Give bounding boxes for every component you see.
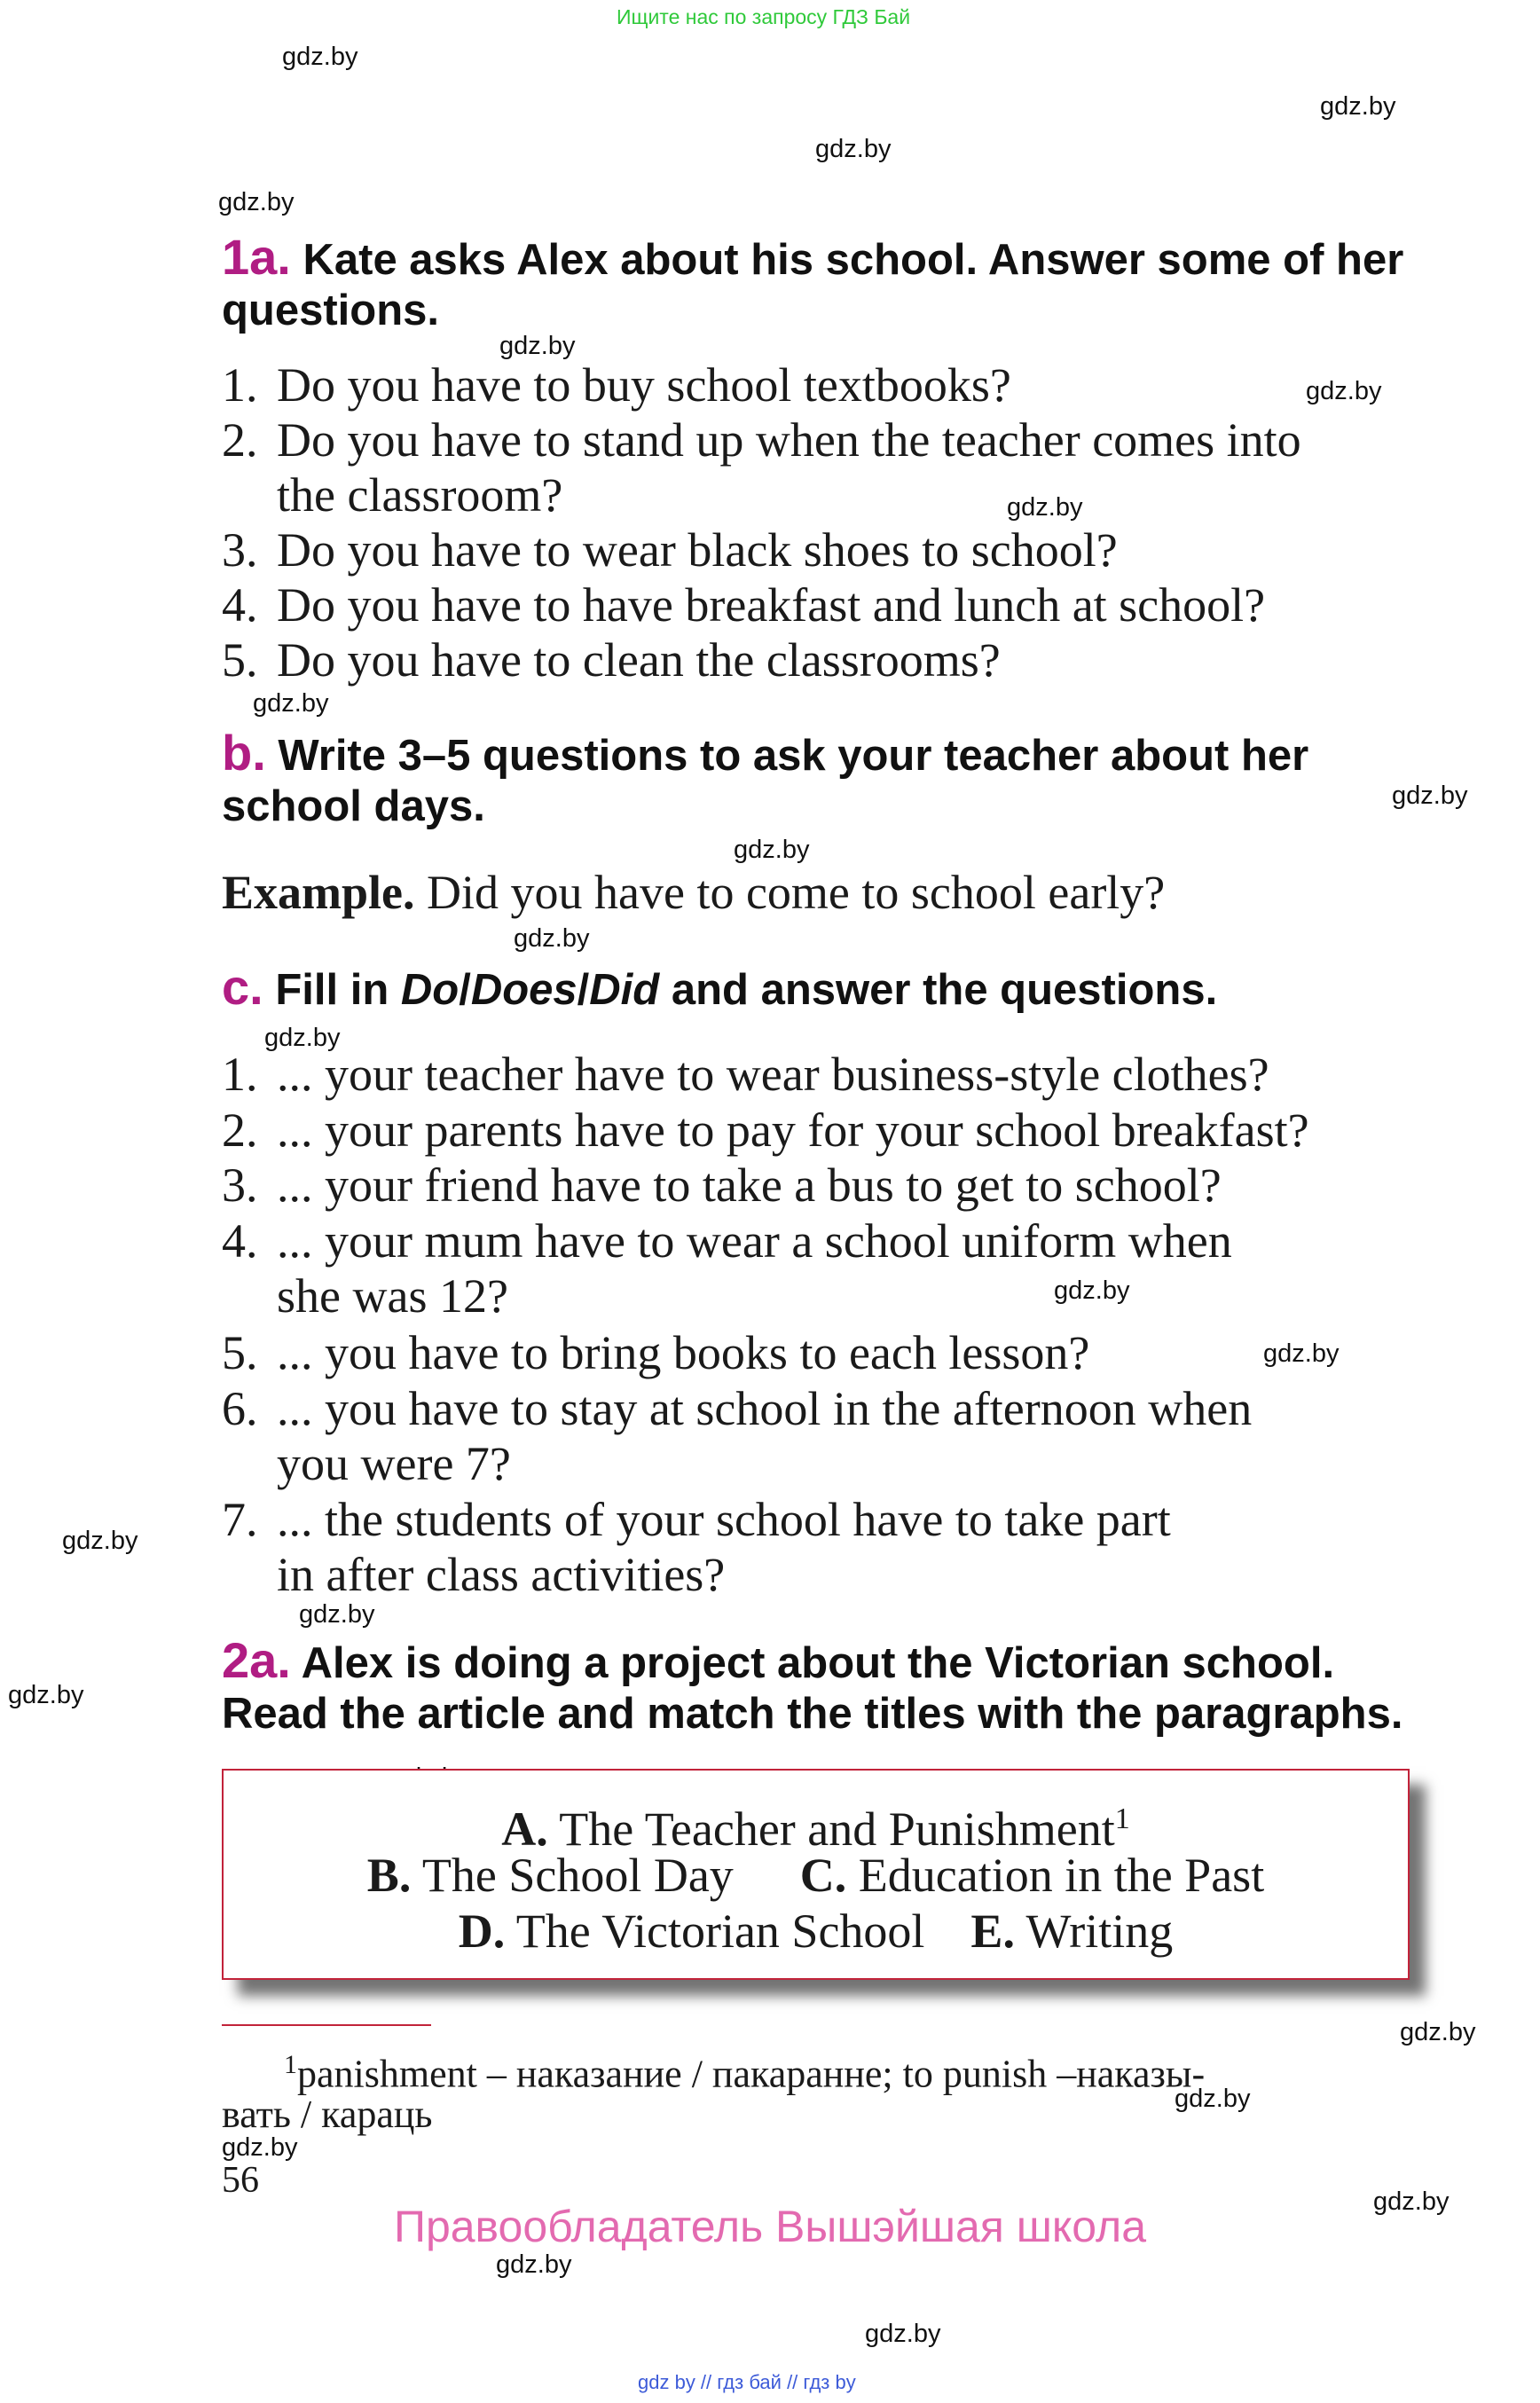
watermark: gdz.by xyxy=(815,135,892,163)
page-number: 56 xyxy=(222,2160,259,2201)
exercise-2a-heading-cont: Read the article and match the titles with the paragraphs. xyxy=(222,1690,1403,1738)
exercise-1c-heading xyxy=(222,961,1217,1017)
item-text: ... your teacher have to wear business-style clothes? xyxy=(277,1048,1269,1101)
copyright-notice: Правообладатель Вышэйшая школа xyxy=(394,2202,1146,2251)
example-text: Did you have to come to school early? xyxy=(427,866,1166,919)
list-item xyxy=(222,1103,1309,1158)
list-item xyxy=(222,1047,1269,1102)
title-text: Education in the Past xyxy=(858,1849,1265,1902)
list-item xyxy=(222,522,1118,577)
exercise-1b-heading xyxy=(222,726,1308,782)
watermark: gdz.by xyxy=(1007,493,1083,522)
title-letter: E. xyxy=(970,1904,1015,1958)
item-number: 5. xyxy=(222,1326,258,1379)
item-number: 6. xyxy=(222,1382,258,1435)
item-number: 5. xyxy=(222,633,258,687)
watermark: gdz.by xyxy=(1175,2085,1251,2113)
top-search-link[interactable]: Ищите нас по запросу ГДЗ Бай xyxy=(617,5,911,28)
exercise-label: 2a. xyxy=(222,1632,291,1688)
title-letter: C. xyxy=(799,1849,847,1902)
item-text: ... the students of your school have to take part xyxy=(277,1493,1171,1546)
item-text: Do you have to clean the classrooms? xyxy=(277,633,1001,687)
instruction-text: Fill in xyxy=(275,966,389,1014)
watermark: gdz.by xyxy=(1373,2187,1450,2216)
list-item xyxy=(222,577,1265,632)
list-item-continuation: the classroom? xyxy=(277,468,563,522)
watermark: gdz.by xyxy=(8,1681,84,1709)
item-text: ... your friend have to take a bus to get to school? xyxy=(277,1158,1222,1212)
watermark: gdz.by xyxy=(218,188,295,216)
slash: / xyxy=(459,966,471,1014)
example-line xyxy=(222,865,1165,920)
bottom-links[interactable]: gdz by // гдз бай // гдз by xyxy=(638,2371,856,2393)
option-does: Does xyxy=(470,966,578,1014)
watermark: gdz.by xyxy=(222,2133,298,2162)
title-letter: D. xyxy=(458,1904,506,1958)
option-do: Do xyxy=(400,966,460,1014)
watermark: gdz.by xyxy=(496,2250,572,2279)
item-number: 3. xyxy=(222,1158,258,1212)
titles-box xyxy=(222,1769,1410,1980)
item-text: ... your mum have to wear a school uniform when xyxy=(277,1214,1232,1268)
titles-row-bc xyxy=(224,1848,1408,1903)
watermark: gdz.by xyxy=(1400,2018,1476,2046)
footnote-marker: 1 xyxy=(284,2050,297,2079)
list-item xyxy=(222,1381,1252,1436)
instruction-text: Alex is doing a project about the Victorian school. xyxy=(301,1639,1335,1687)
watermark: gdz.by xyxy=(514,924,590,953)
instruction-text: Write 3–5 questions to ask your teacher about her xyxy=(278,732,1309,780)
exercise-label: 1a. xyxy=(222,229,291,285)
item-text: ... you have to stay at school in the afternoon when xyxy=(277,1382,1253,1435)
list-item xyxy=(222,1158,1222,1213)
instruction-text: Kate asks Alex about his school. Answer some of her xyxy=(302,236,1404,284)
item-text: ... your parents have to pay for your school breakfast? xyxy=(277,1103,1309,1157)
list-item xyxy=(222,632,1001,687)
list-item-continuation: she was 12? xyxy=(277,1269,508,1323)
item-number: 1. xyxy=(222,1048,258,1101)
item-number: 3. xyxy=(222,523,258,577)
footnote-divider xyxy=(222,2024,431,2026)
item-number: 7. xyxy=(222,1493,258,1546)
title-text: Writing xyxy=(1025,1904,1174,1958)
exercise-label: b. xyxy=(222,725,266,781)
watermark: gdz.by xyxy=(499,332,576,360)
watermark: gdz.by xyxy=(253,689,329,718)
footnote-line: вать / караць xyxy=(222,2093,433,2136)
exercise-2a-heading xyxy=(222,1634,1334,1690)
exercise-1b-heading-cont: school days. xyxy=(222,782,485,830)
instruction-text: and answer the questions. xyxy=(671,966,1218,1014)
list-item xyxy=(222,357,1011,412)
list-item xyxy=(222,412,1301,467)
exercise-label: c. xyxy=(222,959,263,1015)
item-number: 2. xyxy=(222,413,258,467)
watermark: gdz.by xyxy=(1263,1339,1340,1368)
item-text: Do you have to buy school textbooks? xyxy=(277,358,1011,412)
footnote-text: panishment – наказание / пакаранне; to punish –наказы- xyxy=(297,2052,1206,2096)
item-text: Do you have to wear black shoes to school? xyxy=(277,523,1118,577)
watermark: gdz.by xyxy=(299,1600,375,1629)
item-text: Do you have to stand up when the teacher comes into xyxy=(277,413,1301,467)
watermark: gdz.by xyxy=(1392,781,1468,810)
watermark: gdz.by xyxy=(62,1527,138,1555)
option-did: Did xyxy=(589,966,660,1014)
item-text: ... you have to bring books to each lesson? xyxy=(277,1326,1090,1379)
watermark: gdz.by xyxy=(865,2320,941,2348)
list-item-continuation: you were 7? xyxy=(277,1437,511,1490)
title-text: The Victorian School xyxy=(515,1904,925,1958)
watermark: gdz.by xyxy=(282,43,358,71)
item-number: 4. xyxy=(222,578,258,632)
footnote-marker: 1 xyxy=(1114,1802,1130,1835)
watermark: gdz.by xyxy=(1306,377,1382,405)
list-item xyxy=(222,1325,1089,1380)
example-label: Example. xyxy=(222,866,415,919)
watermark: gdz.by xyxy=(264,1024,341,1052)
list-item-continuation: in after class activities? xyxy=(277,1548,726,1601)
list-item xyxy=(222,1213,1232,1268)
item-number: 2. xyxy=(222,1103,258,1157)
titles-row-de xyxy=(224,1904,1408,1959)
watermark: gdz.by xyxy=(1320,92,1396,121)
watermark: gdz.by xyxy=(1054,1276,1130,1305)
title-letter: B. xyxy=(366,1849,412,1902)
title-letter: A. xyxy=(501,1802,548,1856)
exercise-1a-heading-cont: questions. xyxy=(222,287,440,334)
item-number: 1. xyxy=(222,358,258,412)
item-text: Do you have to have breakfast and lunch at school? xyxy=(277,578,1266,632)
watermark: gdz.by xyxy=(734,836,810,864)
exercise-1a-heading xyxy=(222,231,1403,287)
slash: / xyxy=(577,966,590,1014)
title-text: The School Day xyxy=(421,1849,734,1902)
title-text: The Teacher and Punishment xyxy=(559,1802,1115,1856)
item-number: 4. xyxy=(222,1214,258,1268)
list-item xyxy=(222,1492,1171,1547)
